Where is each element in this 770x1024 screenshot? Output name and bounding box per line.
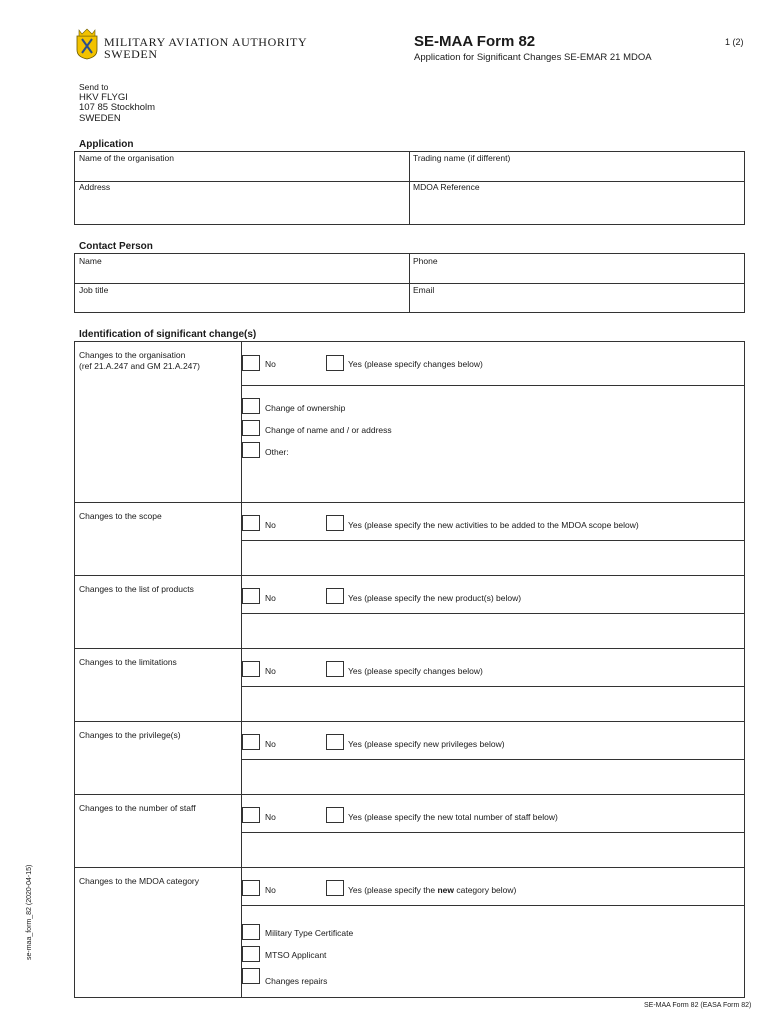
scope-no-label: No [265, 520, 276, 530]
application-section-title: Application [79, 139, 134, 150]
products-yes-checkbox[interactable] [326, 588, 344, 604]
privileges-no-checkbox[interactable] [242, 734, 260, 750]
authority-line1: MILITARY AVIATION AUTHORITY [104, 35, 308, 49]
category-yes-checkbox[interactable] [326, 880, 344, 896]
divider [74, 721, 745, 722]
divider [74, 575, 745, 576]
privileges-no-label: No [265, 739, 276, 749]
contact-email-field[interactable]: Email [413, 285, 435, 295]
divider [241, 686, 745, 687]
org-changes-label [79, 350, 200, 372]
contact-phone-field[interactable]: Phone [413, 256, 438, 266]
org-name-field[interactable]: Name of the organisation [79, 153, 174, 163]
job-title-field[interactable]: Job title [79, 285, 109, 295]
divider [241, 385, 745, 386]
org-changes-label-line2: (ref 21.A.247 and GM 21.A.247) [79, 361, 200, 371]
name-address-checkbox[interactable] [242, 420, 260, 436]
divider [241, 613, 745, 614]
divider [409, 253, 410, 313]
org-yes-checkbox[interactable] [326, 355, 344, 371]
scope-yes-label: Yes (please specify the new activities to be added to the MDOA scope below) [348, 520, 639, 530]
category-yes-label [348, 885, 516, 895]
limitations-changes-label: Changes to the limitations [79, 657, 177, 667]
org-yes-label: Yes (please specify changes below) [348, 359, 483, 369]
staff-yes-checkbox[interactable] [326, 807, 344, 823]
products-no-label: No [265, 593, 276, 603]
divider [241, 540, 745, 541]
privileges-yes-label: Yes (please specify new privileges below) [348, 739, 505, 749]
changes-section-title: Identification of significant change(s) [79, 329, 257, 340]
divider [74, 867, 745, 868]
staff-no-checkbox[interactable] [242, 807, 260, 823]
divider [241, 759, 745, 760]
form-version-code: se-maa_form_82 (2020-04-15) [26, 864, 33, 960]
scope-changes-label: Changes to the scope [79, 511, 162, 521]
divider [241, 832, 745, 833]
category-yes-pre: Yes (please specify the [348, 885, 438, 895]
name-address-label: Change of name and / or address [265, 425, 392, 435]
privileges-yes-checkbox[interactable] [326, 734, 344, 750]
privileges-changes-label: Changes to the privilege(s) [79, 730, 181, 740]
form-title: SE-MAA Form 82 [414, 33, 536, 50]
divider [74, 502, 745, 503]
address-field[interactable]: Address [79, 182, 111, 192]
ownership-label: Change of ownership [265, 403, 346, 413]
mtso-label: MTSO Applicant [265, 950, 327, 960]
limitations-no-label: No [265, 666, 276, 676]
products-no-checkbox[interactable] [242, 588, 260, 604]
authority-name [104, 36, 307, 60]
other-label: Other: [265, 447, 289, 457]
footer-form-id: SE-MAA Form 82 (EASA Form 82) [644, 1002, 752, 1009]
divider [74, 794, 745, 795]
staff-yes-label: Yes (please specify the new total number of staff below) [348, 812, 558, 822]
category-yes-bold: new [437, 885, 454, 895]
page-number: 1 (2) [725, 37, 744, 47]
send-to-block [79, 82, 155, 124]
staff-changes-label: Changes to the number of staff [79, 803, 196, 813]
military-tc-checkbox[interactable] [242, 924, 260, 940]
form-subtitle: Application for Significant Changes SE-EMAR 21 MDOA [414, 52, 652, 63]
org-changes-label-line1: Changes to the organisation [79, 350, 186, 360]
other-checkbox[interactable] [242, 442, 260, 458]
trading-name-field[interactable]: Trading name (if different) [413, 153, 511, 163]
products-yes-label: Yes (please specify the new product(s) below) [348, 593, 522, 603]
scope-yes-checkbox[interactable] [326, 515, 344, 531]
products-changes-label: Changes to the list of products [79, 584, 194, 594]
repairs-label: Changes repairs [265, 976, 328, 986]
category-yes-post: category below) [454, 885, 517, 895]
ownership-checkbox[interactable] [242, 398, 260, 414]
contact-name-field[interactable]: Name [79, 256, 102, 266]
send-to-line1: HKV FLYGI [79, 91, 128, 103]
divider [409, 151, 410, 225]
category-no-checkbox[interactable] [242, 880, 260, 896]
authority-line2: SWEDEN [104, 47, 158, 61]
limitations-yes-label: Yes (please specify changes below) [348, 666, 483, 676]
send-to-label: Send to [79, 82, 109, 92]
limitations-yes-checkbox[interactable] [326, 661, 344, 677]
authority-crest-logo [74, 26, 100, 60]
repairs-checkbox[interactable] [242, 968, 260, 984]
category-changes-label: Changes to the MDOA category [79, 876, 200, 886]
org-no-checkbox[interactable] [242, 355, 260, 371]
scope-no-checkbox[interactable] [242, 515, 260, 531]
divider [241, 905, 745, 906]
send-to-line2: 107 85 Stockholm [79, 102, 156, 113]
mdoa-reference-field[interactable]: MDOA Reference [413, 182, 480, 192]
military-tc-label: Military Type Certificate [265, 928, 354, 938]
contact-section-title: Contact Person [79, 241, 153, 252]
mtso-checkbox[interactable] [242, 946, 260, 962]
divider [74, 648, 745, 649]
category-no-label: No [265, 885, 276, 895]
org-no-label: No [265, 359, 276, 369]
limitations-no-checkbox[interactable] [242, 661, 260, 677]
staff-no-label: No [265, 812, 276, 822]
send-to-line3: SWEDEN [79, 112, 121, 124]
